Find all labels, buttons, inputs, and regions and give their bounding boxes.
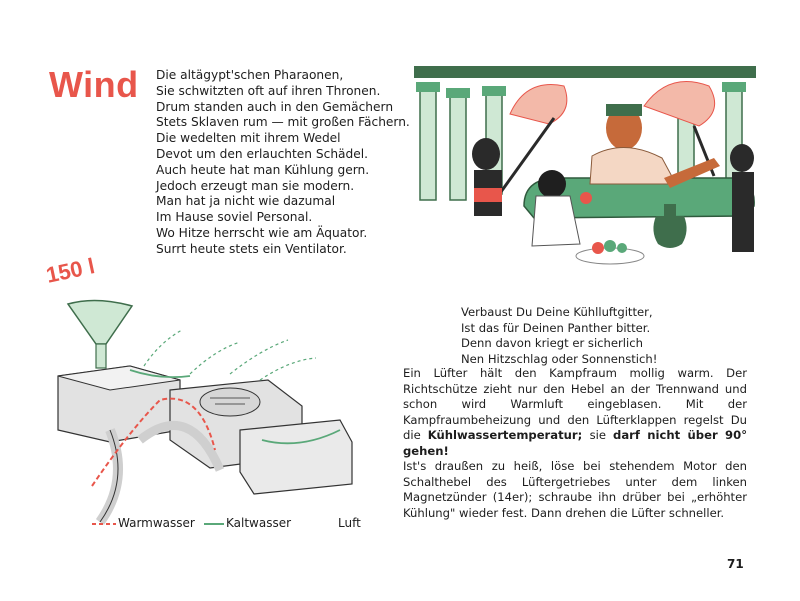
poem-line: Die wedelten mit ihrem Wedel (156, 131, 341, 146)
poem-line: Verbaust Du Deine Kühlluftgitter, (461, 305, 653, 319)
page-number: 71 (727, 557, 744, 571)
legend-cold-water: Kaltwasser (226, 516, 292, 530)
poem-line: Die altägypt'schen Pharaonen, (156, 68, 344, 82)
page-heading: Wind (49, 64, 139, 105)
poem-bottom (461, 305, 721, 367)
pharaoh-illustration (414, 66, 756, 272)
poem-line: Nen Hitzschlag oder Sonnenstich! (461, 351, 658, 366)
paragraph-text: sie (589, 428, 614, 443)
paragraph-bold: Kühlwassertemperatur; (427, 428, 590, 443)
poem-line: Drum standen auch in den Gemächern (156, 99, 394, 114)
poem-line: Im Hause soviel Personal. (156, 210, 313, 225)
paragraph-bold: darf nicht über 90° gehen! (403, 428, 747, 458)
poem-line: Denn davon kriegt er sicherlich (461, 336, 643, 351)
poem-line: Ist das für Deinen Panther bitter. (461, 320, 651, 335)
poem-line: Wo Hitze herrscht wie am Äquator. (156, 225, 368, 240)
poem-line: Auch heute hat man Kühlung gern. (156, 162, 370, 177)
paragraph-fan-gear: Ist's draußen zu heiß, löse bei stehendem Motor den Schalthebel des Lüftergetriebes unter dem linken Magnetzünder (14er); schraube ihn drüber bei „erhöhter Kühlung" wieder fest. Dann drehen die Lüfter schneller. (403, 459, 747, 520)
legend-air: Luft (338, 516, 361, 530)
poem-line: Devot um den erlauchten Schädel. (156, 146, 369, 161)
poem-line: Jedoch erzeugt man sie modern. (156, 178, 355, 193)
poem-line: Surrt heute stets ein Ventilator. (156, 241, 347, 256)
paragraph-text: Ein Lüfter hält den Kampfraum mollig warm. Der Richtschütze zieht nur den Hebel an der Trennwand und schon wird Warmluft eingeblasen. Mit der Kampfraumbeheizung und den Lüfterklappen regelst Du die (403, 366, 747, 443)
poem-top (156, 68, 418, 258)
poem-line: Sie schwitzten oft auf ihren Thronen. (156, 83, 381, 98)
legend-warm-water: Warmwasser (118, 516, 195, 530)
poem-line: Stets Sklaven rum — mit großen Fächern. (156, 115, 410, 130)
poem-line: Man hat ja nicht wie dazumal (156, 194, 336, 209)
paragraph-heater (403, 366, 747, 460)
cooling-diagram (40, 280, 380, 532)
volume-label: 150 l (43, 253, 97, 288)
